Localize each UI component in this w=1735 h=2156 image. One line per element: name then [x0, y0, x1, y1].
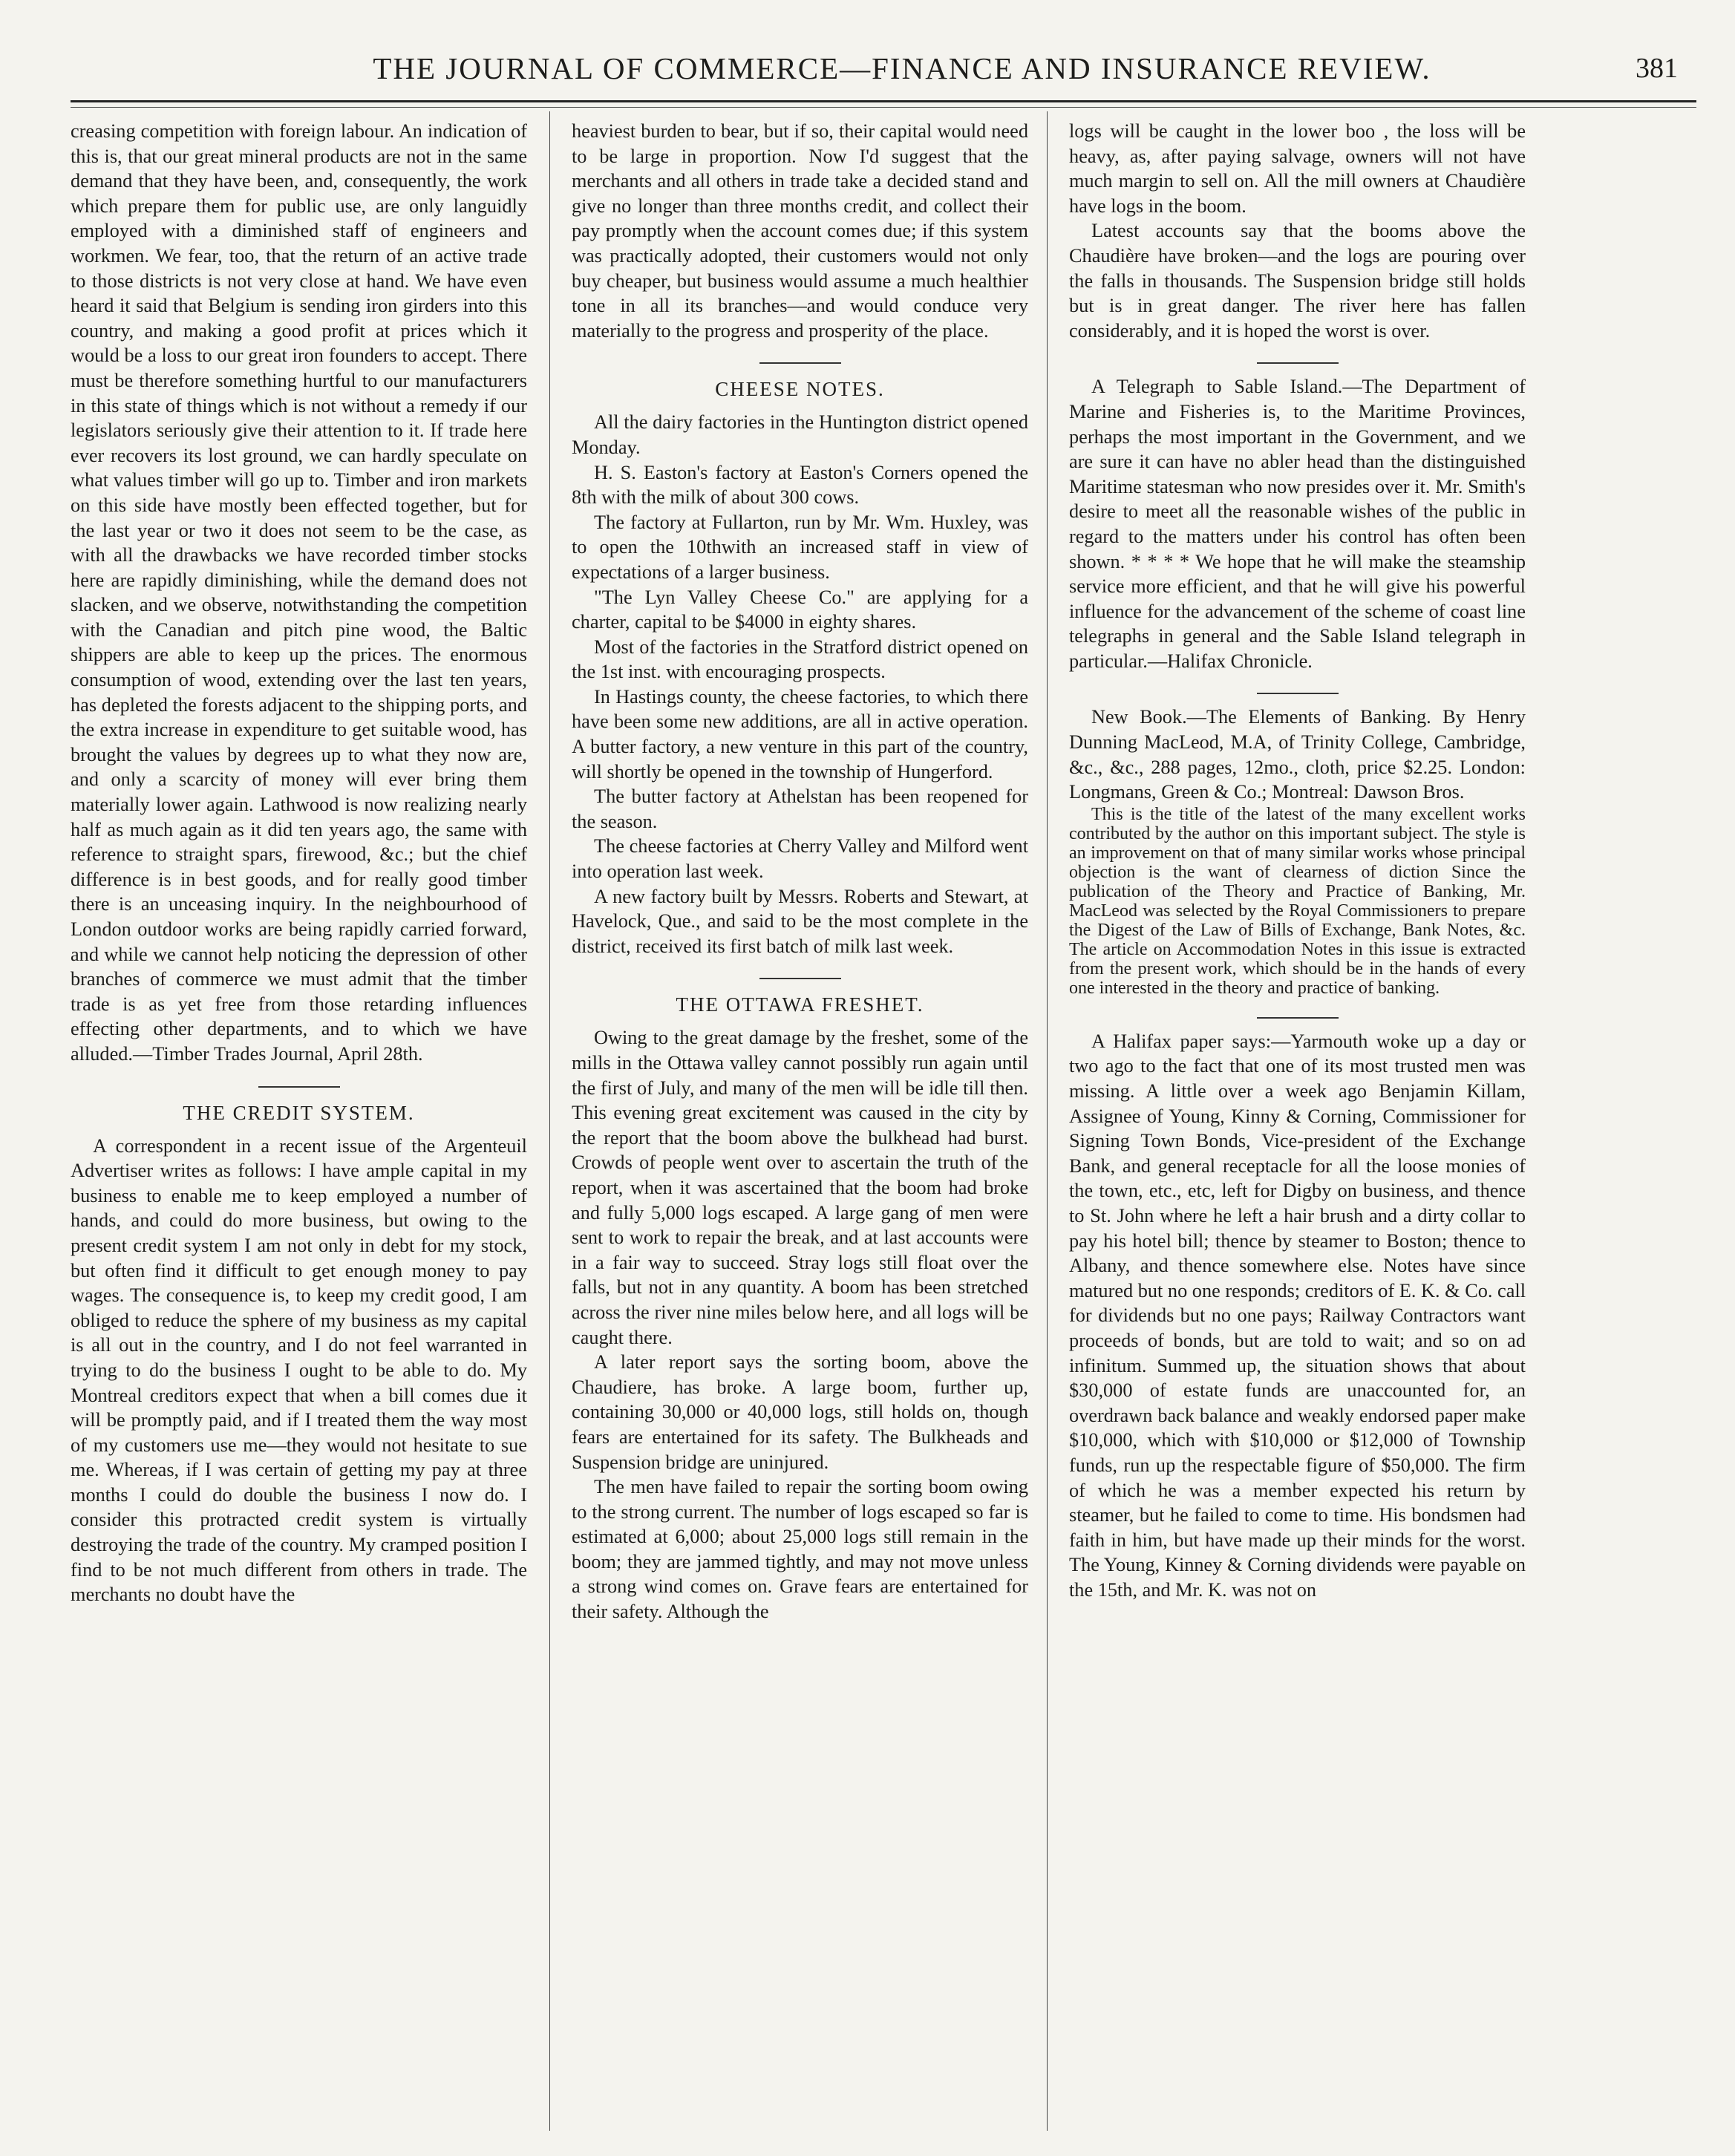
section-divider — [759, 978, 841, 979]
column-right — [1069, 119, 1526, 2123]
cheese-paragraph: In Hastings county, the cheese factories, to which there have been some new additions, are all in active operation. A butter factory, a new venture in this part of the country, will shortly be opened in the township of Hungerford. — [572, 685, 1028, 783]
ottawa-paragraph: Owing to the great damage by the freshet, some of the mills in the Ottawa valley cannot possibly run again until the first of July, and many of the men will be idle till then. This evening great excitement was caused in the city by the report that the boom above the bulkhead had burst. Crowds of people went over to ascertain the truth of the report, when it was ascertained that the boom had broke and fully 5,000 logs escaped. A large gang of men were sent to work to repair the break, and at last accounts were in a fair way to succeed. Stray logs still float over the falls, but not in any quantity. A boom has been stretched across the river nine miles below here, and all logs will be caught there. — [572, 1027, 1028, 1348]
cheese-paragraph: H. S. Easton's factory at Easton's Corners opened the 8th with the milk of about 300 cows. — [572, 461, 1028, 509]
ottawa-freshet-heading: THE OTTAWA FRESHET. — [676, 993, 924, 1016]
cheese-paragraph: A new factory built by Messrs. Roberts and Stewart, at Havelock, Que., and said to be the most complete in the district, received its first batch of milk last week. — [572, 885, 1028, 957]
section-divider — [258, 1086, 340, 1088]
cheese-paragraph: The butter factory at Athelstan has been reopened for the season. — [572, 785, 1028, 832]
column-middle — [572, 119, 1028, 2123]
column-left — [71, 119, 527, 2123]
ottawa-freshet-continued: logs will be caught in the lower boo , the loss will be heavy, as, after paying salvage, owners will not have much margin to sell on. All the mill owners at Chaudière have logs in the boom. — [1069, 120, 1526, 217]
section-divider — [1257, 362, 1339, 364]
cheese-paragraph: The factory at Fullarton, run by Mr. Wm. Huxley, was to open the 10thwith an increased staff in view of expectations of a larger business. — [572, 511, 1028, 583]
new-book-notice: New Book.—The Elements of Banking. By Henry Dunning MacLeod, M.A, of Trinity College, Cambridge, &c., &c., 288 pages, 12mo., cloth, price $2.25. London: Longmans, Green & Co.; Montreal: Dawson Bros. — [1069, 706, 1526, 803]
credit-system-heading: THE CREDIT SYSTEM. — [183, 1101, 415, 1124]
cheese-paragraph: "The Lyn Valley Cheese Co." are applying for a charter, capital to be $4000 in eighty shares. — [572, 586, 1028, 633]
ottawa-paragraph: The men have failed to repair the sorting boom owing to the strong current. The number of logs escaped so far is estimated at 6,000; about 25,000 logs still remain in the boom; they are jammed tightly, and may not move unless a strong wind comes on. Grave fears are entertained for their safety. Although the — [572, 1476, 1028, 1623]
column-divider — [549, 111, 550, 2131]
column-divider — [1047, 111, 1048, 2131]
cheese-paragraph: Most of the factories in the Stratford district opened on the 1st inst. with encouraging prospects. — [572, 636, 1028, 683]
timber-article-text: creasing competition with foreign labour. An indication of this is, that our great mineral products are not in the same demand that they have been, and, consequently, the work which prepare them for public use, are only languidly employed with a diminished staff of engineers and workmen. We fear, too, that the return of an active trade to those districts is not very close at hand. We have even heard it said that Belgium is sending iron girders into this country, and making a good profit at prices which it would be a loss to our great iron founders to accept. There must be therefore something hurtful to our manufacturers in this state of things which is not without a remedy if our legislators seriously give their attention to it. If trade here ever recovers its lost ground, we can hardly speculate on what values timber will go up to. Timber and iron markets on this side have mostly been effected together, but for the last year or two it does not seem to be the case, as with all the drawbacks we have recorded timber stocks here are rapidly diminishing, while the demand does not slacken, and we observe, notwithstanding the competition with the Canadian and pitch pine wood, the Baltic shippers are able to keep up the prices. The enormous consumption of wood, extending over the last ten years, has depleted the forests adjacent to the shipping ports, and the extra increase in expenditure to get suitable wood, has brought the values by degrees up to what they now are, and only a scarcity of money will ever bring them materially lower again. Lathwood is now realizing nearly half as much again as it did ten years ago, the same with reference to straight spars, firewood, &c.; but the chief difference is in best goods, and for really good timber there is an unceasing inquiry. In the neighbourhood of London outdoor works are being rapidly carried forward, and while we cannot help noticing the depression of other branches of commerce we must admit that the timber trade is as yet free from those retarding influences effecting other departments, and to which we have alluded.—Timber Trades Journal, April 28th. — [71, 120, 527, 1065]
cheese-paragraph: The cheese factories at Cherry Valley and Milford went into operation last week. — [572, 835, 1028, 883]
halifax-article: A Halifax paper says:—Yarmouth woke up a day or two ago to the fact that one of its most trusted men was missing. A little over a week ago Benjamin Killam, Assignee of Young, Kinny & Corning, Commissioner for Signing Town Bonds, Vice-president of the Exchange Bank, and general receptacle for all the loose monies of the town, etc., etc, left for Digby on business, and thence to St. John where he left a hair brush and a dirty collar to pay his hotel bill; thence by steamer to Boston; thence to Albany, and thence somewhere else. Notes have since matured but no one responds; creditors of E. K. & Co. call for dividends but no one pays; Railway Contractors want proceeds of bonds, but are told to wait; and so on ad infinitum. Summed up, the situation shows that about $30,000 of estate funds are unaccounted for, an overdrawn back balance and weakly endorsed paper make $10,000, which with $10,000 or $12,000 of Township funds, run up the respectable figure of $50,000. The firm of which he was a member expected his return by steamer, but he failed to come to time. His bondsmen had faith in him, but have made up their minds for the worst. The Young, Kinney & Corning dividends were payable on the 15th, and Mr. K. was not on — [1069, 1030, 1526, 1601]
page-header — [126, 45, 1678, 92]
header-rule-thin — [71, 107, 1696, 108]
section-divider — [759, 362, 841, 364]
cheese-paragraph: All the dairy factories in the Huntington district opened Monday. — [572, 411, 1028, 458]
header-rule-thick — [71, 100, 1696, 102]
sable-island-telegraph-article: A Telegraph to Sable Island.—The Department of Marine and Fisheries is, to the Maritime Provinces, perhaps the most important in the Government, and we are sure it can have no abler head than the distinguished Maritime statesman who now presides over it. Mr. Smith's desire to meet all the reasonable wishes of the public in regard to the matters under his control has often been shown. * * * * We hope that he will make the steamship service more efficient, and that he will give his powerful influence for the advancement of the scheme of coast line telegraphs in general and the Sable Island telegraph in particular.—Halifax Chronicle. — [1069, 376, 1526, 672]
section-divider — [1257, 693, 1339, 694]
new-book-review: This is the title of the latest of the many excellent works contributed by the author on this important subject. The style is an improvement on that of many similar works whose principal objection is the want of clearness of diction Since the publication of the Theory and Practice of Banking, Mr. MacLeod was selected by the Royal Commissioners to prepare the Digest of the Law of Bills of Exchange, Bank Notes, &c. The article on Accommodation Notes in this issue is extracted from the present work, which should be in the hands of every one interested in the theory and practice of banking. — [1069, 804, 1526, 998]
section-divider — [1257, 1017, 1339, 1019]
ottawa-paragraph: A later report says the sorting boom, above the Chaudiere, has broke. A large boom, further up, containing 30,000 or 40,000 logs, still holds on, though fears are entertained for its safety. The Bulkheads and Suspension bridge are uninjured. — [572, 1351, 1028, 1473]
ottawa-latest-accounts: Latest accounts say that the booms above the Chaudière have broken—and the logs are pouring over the falls in thousands. The Suspension bridge still holds but is in great danger. The river here has fallen considerably, and it is hoped the worst is over. — [1069, 220, 1526, 342]
credit-system-continued: heaviest burden to bear, but if so, their capital would need to be large in proportion. Now I'd suggest that the merchants and all others in trade take a decided stand and give no longer than three months credit, and collect their pay promptly when the account comes due; if this system was practically adopted, their customers would not only buy cheaper, but business would assume a much healthier tone in all its branches—and would conduce very materially to the progress and prosperity of the place. — [572, 120, 1028, 342]
page-number: 381 — [1636, 53, 1678, 84]
credit-system-text: A correspondent in a recent issue of the Argenteuil Advertiser writes as follows: I have ample capital in my business to enable me to keep employed a number of hands, and could do more business, but owing to the present credit system I am not only in debt for my stock, but often find it difficult to get enough money to pay wages. The consequence is, to keep my credit good, I am obliged to reduce the sphere of my business as my capital is all out in the country, and I do not feel warranted in trying to do the business I ought to be able to do. My Montreal creditors expect that when a bill comes due it will be promptly paid, and if I treated them the way most of my customers use me—they would not hesitate to sue me. Whereas, if I was certain of getting my pay at three months I could do double the business I now do. I consider this protracted credit system is virtually destroying the trade of the country. My cramped position I find to be not much different from others in trade. The merchants no doubt have the — [71, 1134, 527, 1606]
cheese-notes-heading: CHEESE NOTES. — [715, 378, 885, 401]
journal-title: THE JOURNAL OF COMMERCE—FINANCE AND INSURANCE REVIEW. — [373, 51, 1431, 85]
